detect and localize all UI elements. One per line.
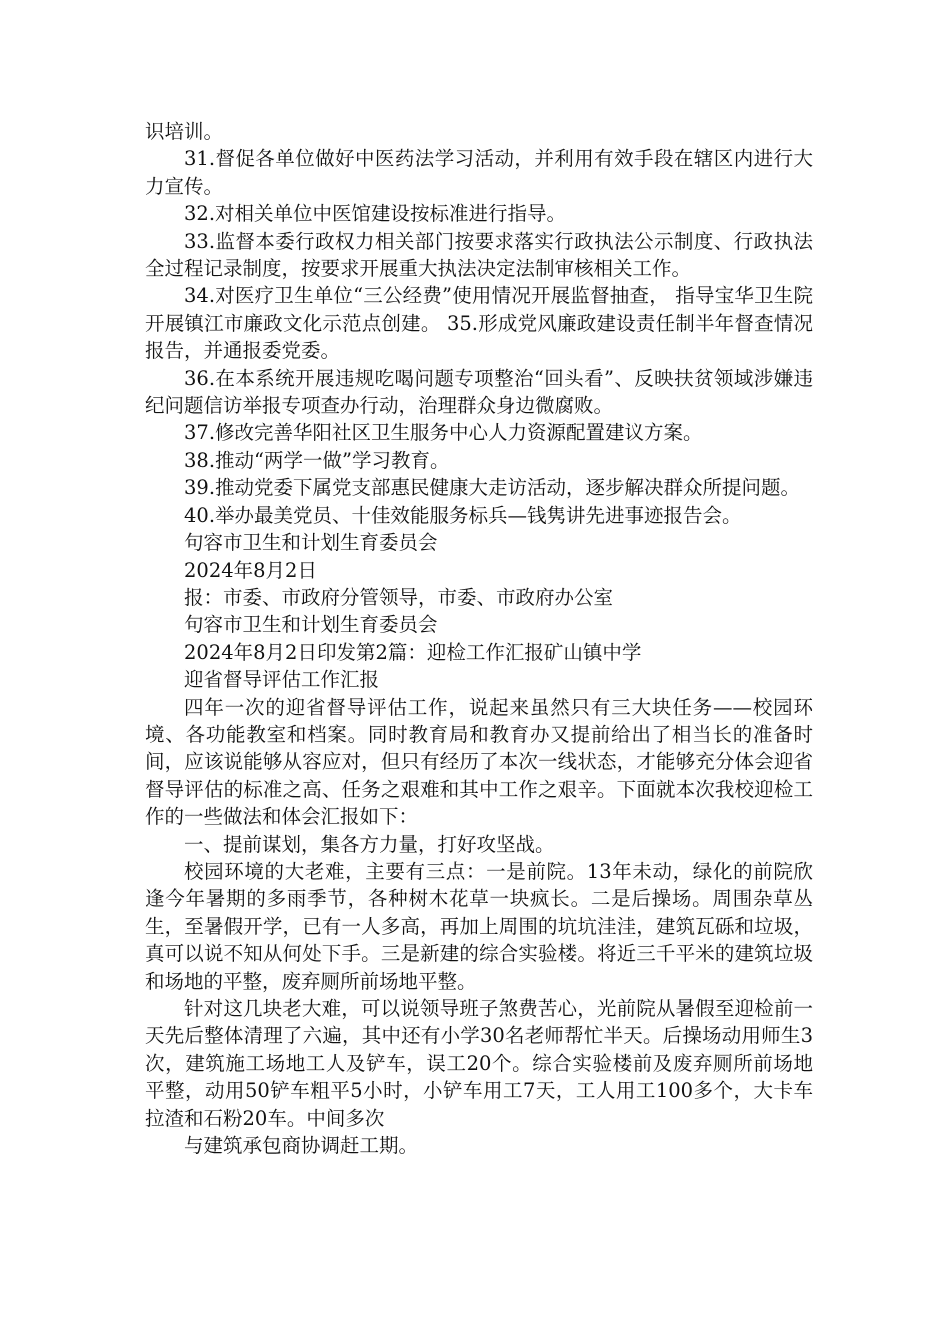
paragraph: 2024年8月2日 (184, 558, 317, 582)
paragraph: 37.修改完善华阳社区卫生服务中心人力资源配置建议方案。 (184, 421, 703, 445)
paragraph: 校园环境的大老难，主要有三点：一是前院。13年未动，绿化的前院欣逢今年暑期的多雨季节，各种树木花草一块疯长。二是后操场。周围杂草丛生，至暑假开学，已有一人多高，再加上周围的坑坑洼洼，建筑瓦砾和垃圾，真可以说不知从何处下手。三是新建的综合实验楼。将近三千平米的建筑垃圾和场地的平整，废弃厕所前场地平整。 (145, 859, 813, 993)
paragraph: 32.对相关单位中医馆建设按标准进行指导。 (184, 202, 567, 226)
paragraph: 句容市卫生和计划生育委员会 (184, 613, 438, 637)
paragraph: 一、提前谋划，集各方力量，打好攻坚战。 (184, 832, 555, 856)
paragraph: 31.督促各单位做好中医药法学习活动，并利用有效手段在辖区内进行大力宣传。 (145, 147, 813, 198)
paragraph: 与建筑承包商协调赶工期。 (184, 1134, 419, 1158)
paragraph: 针对这几块老大难，可以说领导班子煞费苦心，光前院从暑假至迎检前一天先后整体清理了六遍，其中还有小学30名老师帮忙半天。后操场动用师生3次，建筑施工场地工人及铲车，误工20个。综合实验楼前及废弃厕所前场地平整，动用50铲车粗平5小时，小铲车用工7天，工人用工100多个，大卡车拉渣和石粉20车。中间多次 (145, 997, 813, 1130)
paragraph: 报：市委、市政府分管领导，市委、市政府办公室 (184, 585, 614, 609)
paragraph: 40.举办最美党员、十佳效能服务标兵—钱隽讲先进事迹报告会。 (184, 503, 742, 527)
paragraph: 2024年8月2日印发第2篇：迎检工作汇报矿山镇中学 (184, 640, 642, 664)
paragraph: 识培训。 (145, 120, 224, 143)
paragraph: 39.推动党委下属党支部惠民健康大走访活动，逐步解决群众所提问题。 (184, 476, 801, 500)
document-body (145, 118, 813, 1159)
paragraph: 38.推动“两学一做”学习教育。 (184, 448, 450, 472)
paragraph: 迎省督导评估工作汇报 (184, 668, 380, 692)
paragraph: 36.在本系统开展违规吃喝问题专项整治“回头看”、反映扶贫领域涉嫌违纪问题信访举报专项查办行动，治理群众身边微腐败。 (145, 366, 813, 418)
paragraph: 四年一次的迎省督导评估工作，说起来虽然只有三大块任务——校园环境、各功能教室和档案。同时教育局和教育办又提前给出了相当长的准备时间，应该说能够从容应对，但只有经历了本次一线状态，才能够充分体会迎省督导评估的标准之高、任务之艰难和其中工作之艰辛。下面就本次我校迎检工作的一些做法和体会汇报如下： (145, 695, 813, 829)
paragraph: 33.监督本委行政权力相关部门按要求落实行政执法公示制度、行政执法全过程记录制度，按要求开展重大执法决定法制审核相关工作。 (145, 229, 813, 281)
paragraph: 句容市卫生和计划生育委员会 (184, 531, 438, 555)
paragraph: 34.对医疗卫生单位“三公经费”使用情况开展监督抽查， 指导宝华卫生院开展镇江市廉政文化示范点创建。 35.形成党风廉政建设责任制半年督查情况报告，并通报委党委。 (145, 284, 813, 363)
